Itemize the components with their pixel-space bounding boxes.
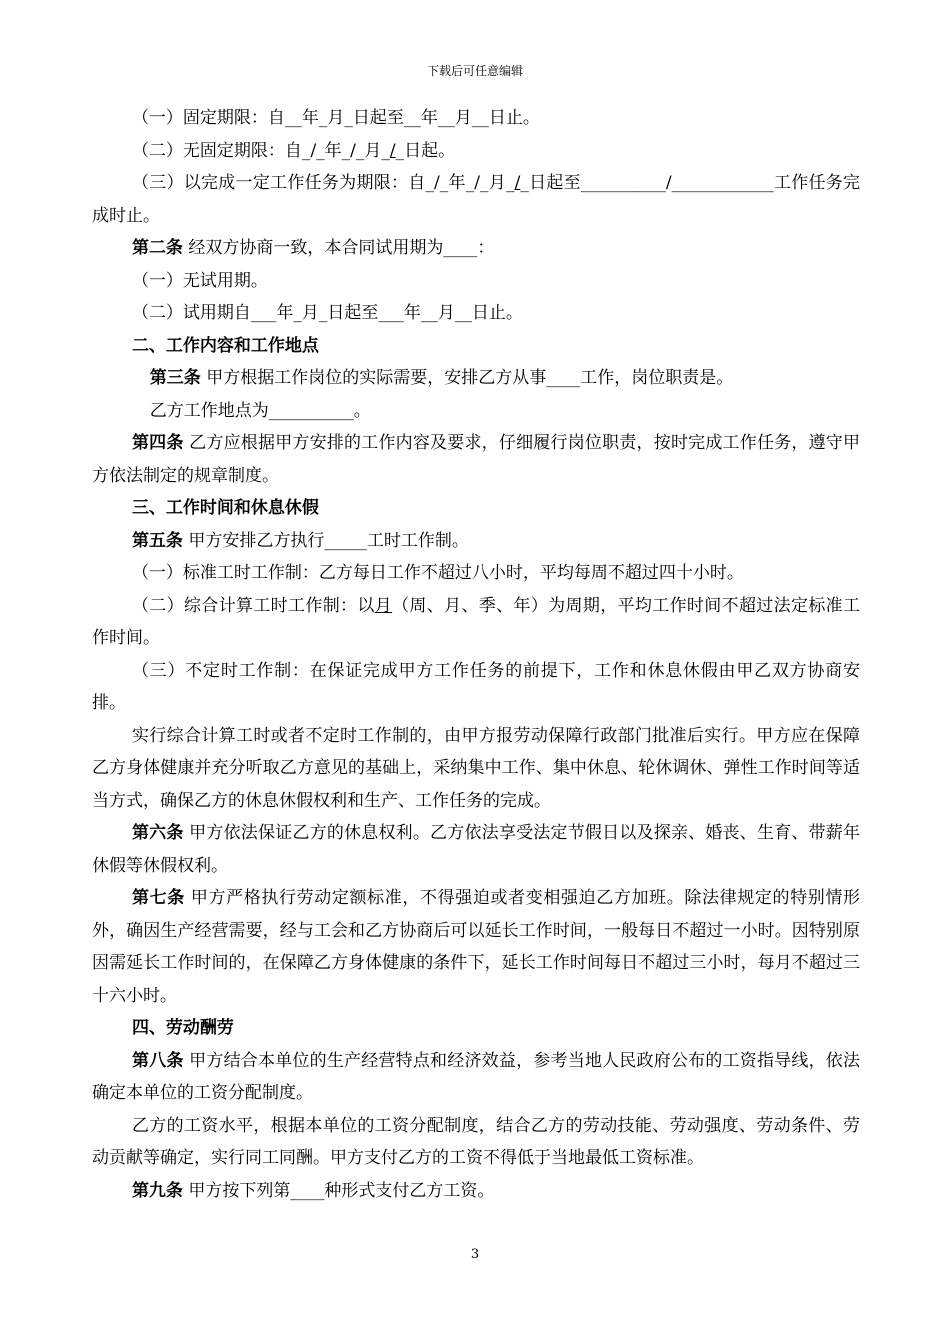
article-3: 第三条 甲方根据工作岗位的实际需要，安排乙方从事____工作，岗位职责是。: [149, 368, 734, 388]
flexible-hours: （三）不定时工作制：在保证完成甲方工作任务的前提下，工作和休息休假由甲乙双方协商安排。: [92, 660, 860, 713]
section-4-heading: 四、劳动酬劳: [131, 1018, 234, 1038]
term-fixed: （一）固定期限：自__年_月_日起至__年__月__日止。: [131, 108, 540, 128]
probation-period: （二）试用期自___年_月_日起至___年__月__日止。: [131, 303, 523, 323]
article-4: 第四条 乙方应根据甲方安排的工作内容及要求，仔细履行岗位职责，按时完成工作任务，遵守甲方依法制定的规章制度。: [92, 433, 861, 486]
page-number: 3: [470, 1247, 480, 1262]
probation-none: （一）无试用期。: [131, 270, 268, 291]
contract-body: [92, 102, 860, 1207]
article-title: 第六条: [131, 823, 184, 843]
article-title: 第二条: [131, 238, 183, 258]
article-9: 第九条 甲方按下列第____种形式支付乙方工资。: [131, 1180, 495, 1201]
article-title: 第八条: [131, 1050, 184, 1071]
section-3-heading: 三、工作时间和休息休假: [131, 498, 319, 518]
article-6: 第六条 甲方依法保证乙方的休息权利。乙方依法享受法定节假日以及探亲、婚丧、生育、带薪年休假等休假权利。: [92, 823, 861, 876]
section-2-heading: 二、工作内容和工作地点: [131, 335, 319, 356]
article-title: 第三条: [149, 368, 201, 388]
article-2: 第二条 经双方协商一致，本合同试用期为____：: [131, 238, 495, 258]
hours-paragraph: 实行综合计算工时或者不定时工作制的，由甲方报劳动保障行政部门批准后实行。甲方应在保障乙方身体健康并充分听取乙方意见的基础上，采纳集中工作、集中休息、轮休调休、弹性工作时间等适当方式，确保乙方的休息休假权利和生产、工作任务的完成。: [92, 725, 860, 811]
article-7: 第七条 甲方严格执行劳动定额标准，不得强迫或者变相强迫乙方加班。除法律规定的特别情形外，确因生产经营需要，经与工会和乙方协商后可以延长工作时间，一般每日不超过一小时。因特别原因需延长工作时间的，在保障乙方身体健康的条件下，延长工作时间每日不超过三小时，每月不超过三十六小时。: [92, 888, 861, 1006]
article-title: 第九条: [131, 1180, 183, 1201]
term-task: （三）以完成一定工作任务为期限：自_/_年_/_月_/_日起至__________/____________工作任务完成时止。: [92, 173, 861, 226]
term-open: （二）无固定期限：自_/_年_/_月_/_日起。: [131, 140, 456, 161]
page-header: 下载后可任意编辑: [426, 64, 523, 78]
article-title: 第四条: [131, 433, 184, 453]
wage-paragraph: 乙方的工资水平，根据本单位的工资分配制度，结合乙方的劳动技能、劳动强度、劳动条件、劳动贡献等确定，实行同工同酬。甲方支付乙方的工资不得低于当地最低工资标准。: [92, 1115, 860, 1168]
standard-hours: （一）标准工时工作制：乙方每日工作不超过八小时，平均每周不超过四十小时。: [131, 563, 744, 583]
article-8: 第八条 甲方结合本单位的生产经营特点和经济效益，参考当地人民政府公布的工资指导线，依法确定本单位的工资分配制度。: [92, 1050, 861, 1103]
work-location: 乙方工作地点为__________。: [149, 400, 371, 421]
article-5: 第五条 甲方安排乙方执行_____工时工作制。: [131, 530, 469, 551]
comprehensive-hours: （二）综合计算工时工作制：以月（周、月、季、年）为周期，平均工作时间不超过法定标准工作时间。: [92, 595, 861, 648]
article-title: 第五条: [131, 530, 183, 551]
article-title: 第七条: [131, 888, 185, 908]
